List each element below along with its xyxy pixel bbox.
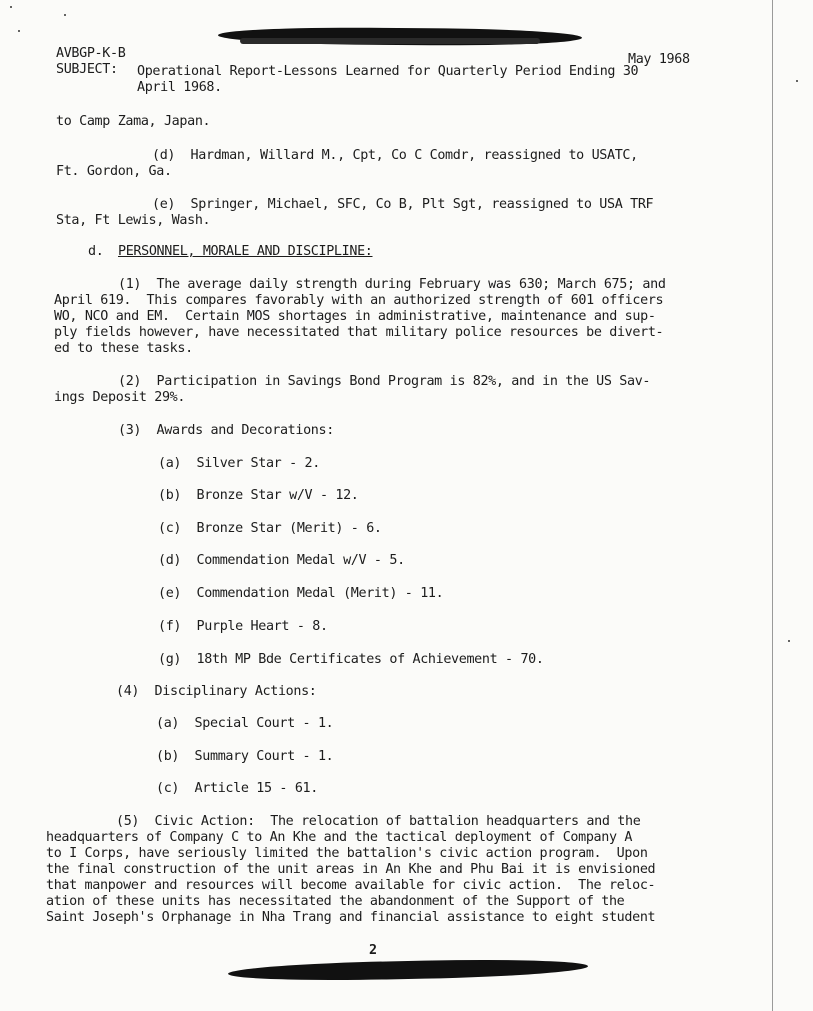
scan-speck <box>796 80 798 82</box>
para1-line-4: ply fields however, have necessitated that military police resources be divert- <box>54 325 664 340</box>
reassignment-d-line-1: (d) Hardman, Willard M., Cpt, Co C Comdr, reassigned to USATC, <box>152 148 638 163</box>
document-date: May 1968 <box>628 52 690 67</box>
para2-line-2: ings Deposit 29%. <box>54 390 186 405</box>
intro-line: to Camp Zama, Japan. <box>56 114 211 129</box>
subject-label: SUBJECT: <box>56 62 118 77</box>
para5-line-5: that manpower and resources will become available for civic action. The reloc- <box>46 878 656 893</box>
award-item: (e) Commendation Medal (Merit) - 11. <box>158 586 444 601</box>
para5-line-4: the final construction of the unit areas in An Khe and Phu Bai it is envisioned <box>46 862 656 877</box>
discipline-item: (c) Article 15 - 61. <box>156 781 318 796</box>
reassignment-e-line-2: Sta, Ft Lewis, Wash. <box>56 213 211 228</box>
scan-speck <box>788 640 790 642</box>
award-item: (c) Bronze Star (Merit) - 6. <box>158 521 382 536</box>
award-item: (f) Purple Heart - 8. <box>158 619 328 634</box>
section-d-heading: PERSONNEL, MORALE AND DISCIPLINE: <box>118 244 373 259</box>
discipline-item: (b) Summary Court - 1. <box>156 749 334 764</box>
redaction-bar-bottom <box>228 957 588 983</box>
awards-heading: (3) Awards and Decorations: <box>118 423 334 438</box>
para1-line-1: (1) The average daily strength during February was 630; March 675; and <box>118 277 666 292</box>
para1-line-2: April 619. This compares favorably with an authorized strength of 601 officers <box>54 293 664 308</box>
para5-line-6: ation of these units has necessitated the abandonment of the Support of the <box>46 894 625 909</box>
reassignment-d-line-2: Ft. Gordon, Ga. <box>56 164 172 179</box>
award-item: (a) Silver Star - 2. <box>158 456 320 471</box>
scan-speck <box>10 6 12 8</box>
discipline-item: (a) Special Court - 1. <box>156 716 334 731</box>
para2-line-1: (2) Participation in Savings Bond Program is 82%, and in the US Sav- <box>118 374 651 389</box>
discipline-heading: (4) Disciplinary Actions: <box>116 684 317 699</box>
subject-line-1: Operational Report-Lessons Learned for Quarterly Period Ending 30 <box>137 64 639 79</box>
reassignment-e-line-1: (e) Springer, Michael, SFC, Co B, Plt Sgt, reassigned to USA TRF <box>152 197 654 212</box>
para5-line-2: headquarters of Company C to An Khe and the tactical deployment of Company A <box>46 830 633 845</box>
para1-line-3: WO, NCO and EM. Certain MOS shortages in administrative, maintenance and sup- <box>54 309 656 324</box>
redaction-bar-top-shadow <box>240 38 540 44</box>
page-edge-line <box>772 0 773 1011</box>
scan-speck <box>64 14 66 16</box>
section-d-label: d. <box>88 244 104 259</box>
award-item: (d) Commendation Medal w/V - 5. <box>158 553 405 568</box>
award-item: (g) 18th MP Bde Certificates of Achievement - 70. <box>158 652 544 667</box>
subject-line-2: April 1968. <box>137 80 222 95</box>
scan-speck <box>18 30 20 32</box>
para5-line-3: to I Corps, have seriously limited the battalion's civic action program. Upon <box>46 846 648 861</box>
office-symbol: AVBGP-K-B <box>56 46 126 61</box>
award-item: (b) Bronze Star w/V - 12. <box>158 488 359 503</box>
para5-line-1: (5) Civic Action: The relocation of battalion headquarters and the <box>116 814 641 829</box>
para1-line-5: ed to these tasks. <box>54 341 193 356</box>
page-number: 2 <box>369 943 377 958</box>
para5-line-7: Saint Joseph's Orphanage in Nha Trang and financial assistance to eight student <box>46 910 656 925</box>
